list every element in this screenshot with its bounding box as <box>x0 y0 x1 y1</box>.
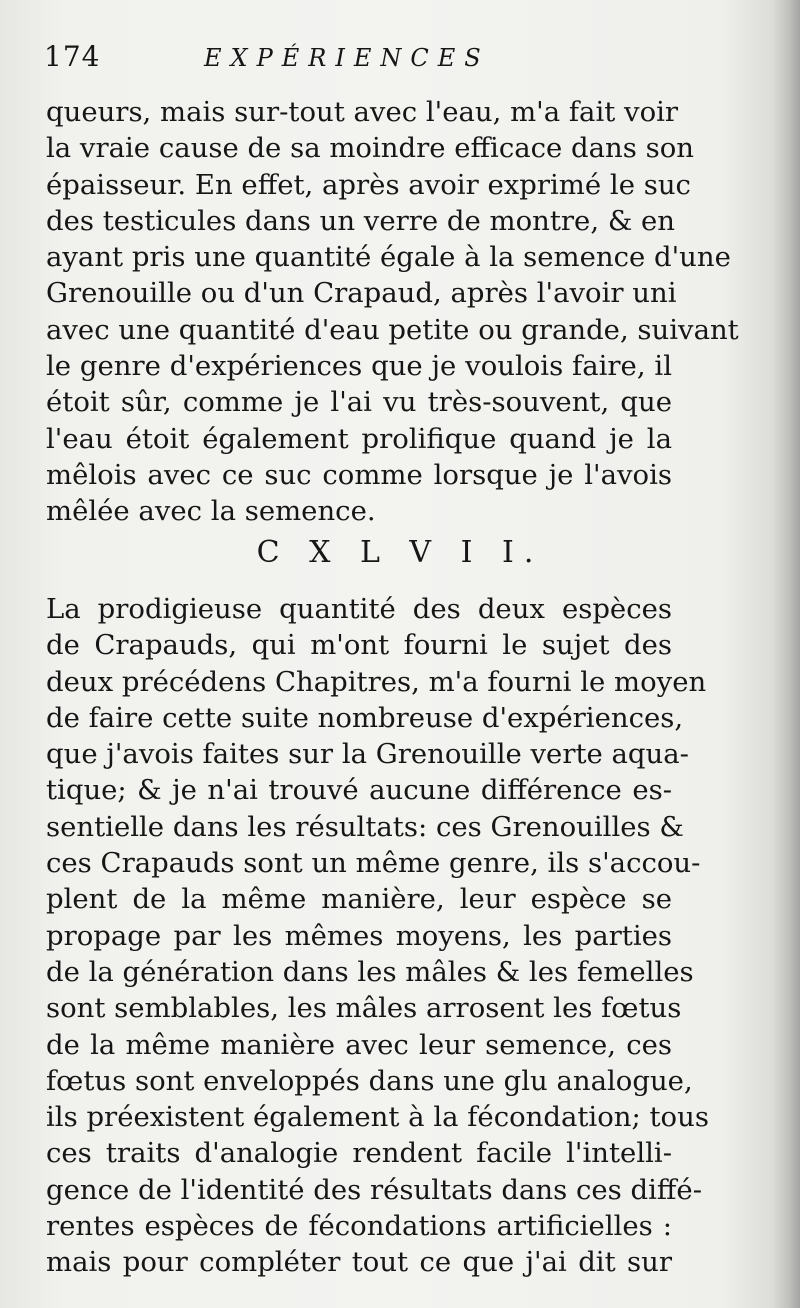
running-head: EXPÉRIENCES <box>204 44 490 72</box>
text-line: propage par les mêmes moyens, les parties <box>46 919 672 952</box>
text-line: la vraie cause de sa moindre efficace dans son <box>46 132 694 165</box>
text-line: ces traits d'analogie rendent facile l'intelli- <box>46 1137 672 1170</box>
text-line: ayant pris une quantité égale à la semence d'une <box>46 241 731 274</box>
text-line: de Crapauds, qui m'ont fourni le sujet des <box>46 629 672 662</box>
page-number: 174 <box>44 40 101 73</box>
text-line: gence de l'identité des résultats dans ces diffé- <box>46 1173 702 1206</box>
text-line: l'eau étoit également prolifique quand je la <box>46 422 672 455</box>
text-line: que j'avois faites sur la Grenouille verte aqua- <box>46 738 689 771</box>
text-line: de la même manière avec leur semence, ces <box>46 1028 672 1061</box>
text-line: sont semblables, les mâles arrosent les fœtus <box>46 992 682 1025</box>
paragraph-chapter <box>46 591 709 1281</box>
text-line: des testicules dans un verre de montre, & en <box>46 204 676 237</box>
text-line: ces Crapauds sont un même genre, ils s'accou- <box>46 847 701 880</box>
text-line: mêlois avec ce suc comme lorsque je l'avois <box>46 458 672 491</box>
text-line: épaisseur. En effet, après avoir exprimé le suc <box>46 168 691 201</box>
text-line: tique; & je n'ai trouvé aucune différence es- <box>46 774 672 807</box>
chapter-heading: C X L V I I. <box>256 535 544 570</box>
text-line: La prodigieuse quantité des deux espèces <box>46 593 672 625</box>
page-gutter-shadow <box>772 0 800 1308</box>
text-line: sentielle dans les résultats: ces Grenouilles & <box>46 810 684 843</box>
text-line: de faire cette suite nombreuse d'expériences, <box>46 701 684 734</box>
page-header <box>44 40 744 80</box>
text-line: queurs, mais sur-tout avec l'eau, m'a fait voir <box>46 96 679 128</box>
text-line: Grenouille ou d'un Crapaud, après l'avoir uni <box>46 277 677 310</box>
text-line: le genre d'expériences que je voulois faire, il <box>46 350 672 383</box>
text-line: deux précédens Chapitres, m'a fourni le moyen <box>46 665 707 698</box>
paragraph-continued <box>46 94 739 530</box>
text-line: fœtus sont enveloppés dans une glu analogue, <box>46 1064 693 1097</box>
text-line: avec une quantité d'eau petite ou grande, suivant <box>46 313 739 346</box>
text-line: de la génération dans les mâles & les femelles <box>46 955 694 988</box>
text-line: plent de la même manière, leur espèce se <box>46 883 672 916</box>
text-line: étoit sûr, comme je l'ai vu très-souvent, que <box>46 386 672 419</box>
text-line: mais pour compléter tout ce que j'ai dit sur <box>46 1246 672 1279</box>
text-line: mêlée avec la semence. <box>46 495 376 528</box>
text-line: ils préexistent également à la fécondation; tous <box>46 1101 709 1134</box>
text-line: rentes espèces de fécondations artificielles : <box>46 1210 672 1243</box>
